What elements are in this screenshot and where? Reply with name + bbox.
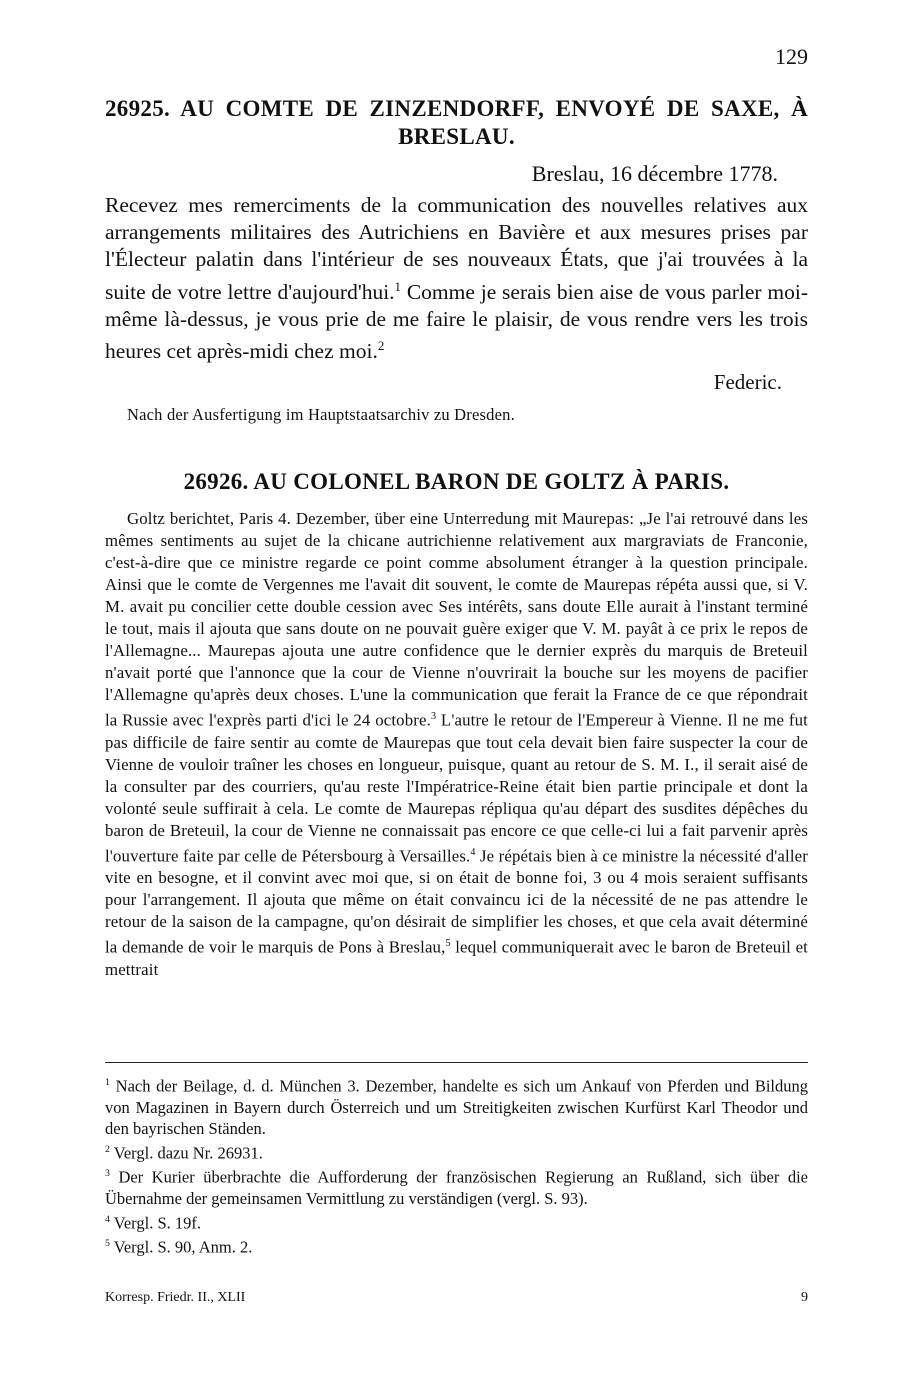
footnotes <box>105 1072 808 1258</box>
footnote-marker: 1 <box>394 279 401 294</box>
footnote-text: Vergl. S. 90, Anm. 2. <box>109 1237 253 1257</box>
printer-signature-line <box>105 1290 808 1306</box>
footnote <box>105 1072 808 1139</box>
footnote-number: 3 <box>105 1168 110 1179</box>
footnote-number: 5 <box>105 1238 110 1249</box>
footnote <box>105 1209 808 1234</box>
entry-heading: 26925. AU COMTE DE ZINZENDORFF, ENVOYÉ DE SAXE, À BRESLAU. <box>105 96 808 149</box>
footnote-text: Nach der Beilage, d. d. München 3. Dezember, handelte es sich um Ankauf von Pferden und Bildung von Magazinen in Bayern durch Österreich und um Streitigkeiten zwischen Kurfürst Karl Theodor und den bayrischen Ständen. <box>105 1076 808 1138</box>
summary-text: Goltz berichtet, Paris 4. Dezember, über eine Unterredung mit Maurepas: „Je l'ai retrouvé dans les mêmes sentiments au sujet de la chicane autrichienne relativement aux margraviats de Franconie, c'est-à-dire que ce ministre regarde ce point comme absolument étranger à la question principale. Ainsi que le comte de Vergennes me l'avait dit souvent, le comte de Maurepas répéta aussi que, si V. M. avait pu concilier cette double cession avec Ses intérêts, sans doute Elle aurait à l'instant terminé le tout, mais il ajouta que sans doute on ne pouvait guère exiger que V. M. payât à ce prix le repos de l'Allemagne... Maurepas ajouta une autre confidence que le dernier exprès du marquis de Breteuil n'avait porté que l'annonce que la cour de Vienne n'ouvrirait la bouche sur les moyens de pacifier l'Allemagne qu'après deux choses. L'une la communication que ferait la France de ce que répondrait la Russie avec l'exprès parti d'ici le 24 octobre. <box>105 509 808 730</box>
volume-signature: Korresp. Friedr. II., XLII <box>105 1290 246 1305</box>
footnote-marker: 3 <box>430 711 437 722</box>
footnote-divider <box>105 1062 808 1063</box>
letter-text: Comme je serais bien aise de vous parler moi-même là-dessus, je vous prie de me faire le plaisir, de vous rendre vers les trois heures cet après-midi chez moi. <box>105 279 809 364</box>
summary-text: L'autre le retour de l'Empereur à Vienne. Il ne me fut pas difficile de faire sentir au comte de Maurepas que tout cela devait bien faire suspecter la cour de Vienne de vouloir traîner les choses en longueur, puisque, quant au retour de S. M. I., il serait aisé de la consulter par des courriers, qu'au reste l'Impératrice-Reine était bien partie principale et dont la volonté seule suffirait à cela. Le comte de Maurepas répliqua qu'au départ des susdites dépêches du baron de Breteuil, la cour de Vienne ne connaissait pas encore ce que celle-ci lui a fait parvenir après l'ouverture faite par celle de Pétersbourg à Versailles. <box>105 710 808 866</box>
footnote-number: 1 <box>105 1077 110 1088</box>
report-summary <box>105 508 808 981</box>
footnote <box>105 1233 808 1258</box>
footnote-text: Vergl. S. 19f. <box>109 1213 202 1232</box>
signature: Federic. <box>713 369 782 394</box>
footnote <box>105 1163 808 1209</box>
footnote-marker: 2 <box>377 339 385 354</box>
letter-entry-26925 <box>105 95 808 425</box>
source-note: Nach der Ausfertigung im Hauptstaatsarchiv zu Dresden. <box>127 404 515 424</box>
footnote-marker: 5 <box>445 938 451 950</box>
page-number: 129 <box>775 44 808 69</box>
footnote <box>105 1139 808 1164</box>
dateline: Breslau, 16 décembre 1778. <box>531 161 778 186</box>
sheet-number: 9 <box>801 1290 808 1305</box>
letter-text: Recevez mes remerciments de la communication des nouvelles relatives aux arrangements militaires des Autrichiens en Bavière et aux mesures prises par l'Électeur palatin dans l'intérieur de ses nouveaux États, que j'ai trouvées à la suite de votre lettre d'aujourd'hui. <box>105 193 808 304</box>
letter-entry-26926 <box>105 468 808 981</box>
footnote-text: Vergl. dazu Nr. 26931. <box>109 1143 263 1162</box>
footnote-text: Der Kurier überbrachte die Aufforderung der französischen Regierung an Rußland, sich über die Übernahme der gemeinsamen Vermittlung zu verständigen (vergl. S. 93). <box>105 1167 808 1208</box>
footnote-marker: 4 <box>470 846 476 858</box>
summary-text: lequel communiquerait avec le baron de Breteuil et mettrait <box>105 937 808 979</box>
footnote-number: 2 <box>105 1143 110 1155</box>
summary-text: Je répétais bien à ce ministre la nécessité d'aller vite en besogne, et il convint avec moi que, si on était de bonne foi, 3 ou 4 mois seraient suffisants pour l'arrangement. Il ajouta que même on était convaincu ici de la nécessité de ne pas attendre le retour de la saison de la campagne, qu'on désirait de simplifier les choses, et que cela avait déterminé la demande de voir le marquis de Pons à Breslau, <box>105 846 808 957</box>
footnote-number: 4 <box>105 1213 110 1225</box>
letter-body <box>105 192 808 366</box>
entry-heading: 26926. AU COLONEL BARON DE GOLTZ À PARIS. <box>183 469 730 494</box>
